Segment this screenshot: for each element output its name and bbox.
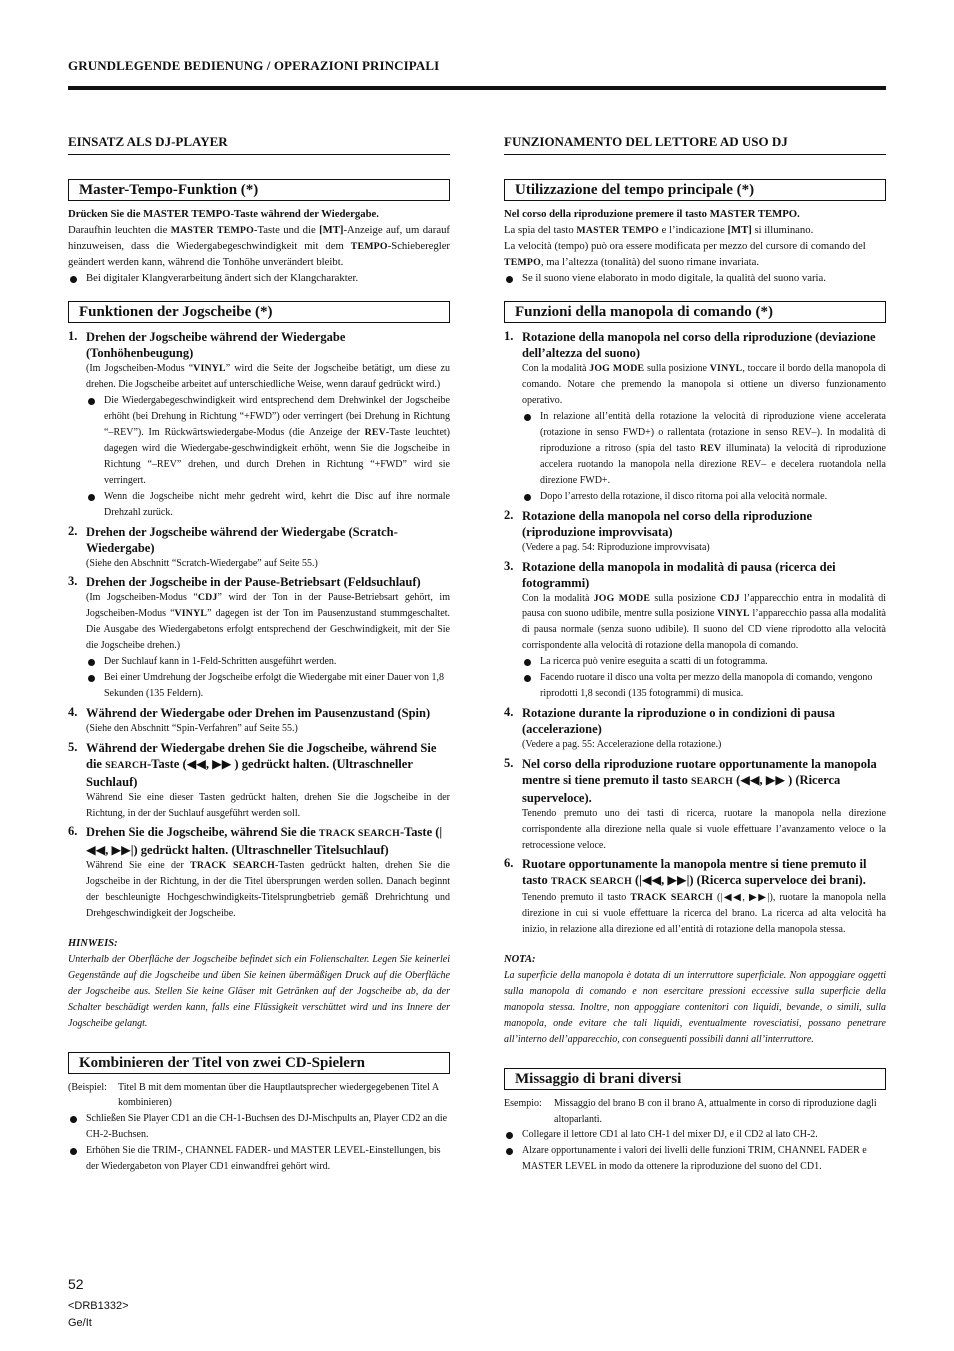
jog-item-3: 3. Drehen der Jogscheibe in der Pause-Betriebsart (Feldsuchlauf) (Im Jogscheiben-Modus “CDJ” wird der Ton in der Pause-Betriebsart gehört, im Jogscheiben-Modus “VINYL” dagegen ist der Ton im Pausenzustand stummgeschaltet. Die Ausgabe des Wiedergabetons erfolgt entsprechend der Geschwindigkeit, mit der Sie die Jogscheibe drehen.) Der Suchlauf kann in 1-Feld-Schritten ausgeführt werden. Bei einer Umdrehung der Jogscheibe erfolgt die Wiedergabe mit einer Dauer von 1,8 Sekunden (135 Feldern). [68, 574, 450, 701]
list-item: La ricerca può venire eseguita a scatti di un fotogramma. [522, 654, 886, 670]
jog-heading: Funktionen der Jogscheibe (*) [68, 301, 450, 323]
jog-item-6: 6. Ruotare opportunamente la manopola mentre si tiene premuto il tasto TRACK SEARCH (|◀◀, ▶▶|) (Ricerca superveloce dei brani). Tenendo premuto il tasto TRACK SEARCH (|◀◀, ▶▶|), ruotare la manopola nella direzione in cui si vuole effettuare la ricerca del brano. La ricerca ad alta velocità ha inizio, in relazione alla direzione ed all’entità di rotazione della manopola stessa. [504, 856, 886, 936]
list-item: Erhöhen Sie die TRIM-, CHANNEL FADER- und MASTER LEVEL-Einstellungen, bis der Wiedergabeton von Player CD1 einwandfrei gehört wird. [68, 1143, 450, 1175]
jog-item-5: 5. Nel corso della riproduzione ruotare opportunamente la manopola mentre si tiene premuto il tasto SEARCH (◀◀, ▶▶ ) (Ricerca superveloce). Tenendo premuto uno dei tasti di ricerca, ruotare la manopola nella direzione corrispondente alla direzione nella quale si vuole effettuare l’avanzamento veloce o la retrocessione veloce. [504, 755, 886, 851]
example: (Beispiel: Titel B mit dem momentan über die Hauptlautsprecher wiedergegebenen Titel A kombinieren) [68, 1081, 439, 1109]
section-title: FUNZIONAMENTO DEL LETTORE AD USO DJ [504, 134, 886, 155]
list-item: Schließen Sie Player CD1 an die CH-1-Buchsen des DJ-Mischpults an, Player CD2 an die CH-2-Buchsen. [68, 1111, 450, 1143]
master-tempo-heading: Master-Tempo-Funktion (*) [68, 179, 450, 201]
combine-heading: Missaggio di brani diversi [504, 1068, 886, 1090]
jog-item-2: 2. Rotazione della manopola nel corso della riproduzione (riproduzione improvvisata) (Vedere a pag. 54: Riproduzione improvvisata) [504, 507, 813, 553]
master-tempo-text: La spia del tasto MASTER TEMPO e l’indicazione [MT] si illuminano. [504, 223, 814, 236]
jog-heading: Funzioni della manopola di comando (*) [504, 301, 886, 323]
jog-item-4: 4. Rotazione durante la riproduzione o in condizioni di pausa (accelerazione) (Vedere a pag. 55: Accelerazione della rotazione.) [504, 704, 836, 750]
german-column [68, 134, 450, 1175]
master-tempo-heading: Utilizzazione del tempo principale (*) [504, 179, 886, 201]
list-item: In relazione all’entità della rotazione la velocità di riproduzione viene accelerata (rotazione in senso FWD+) o rallentata (rotazione in senso REV–). In modalità di riproduzione a ritroso (spia del tasto REV illuminata) la velocità di riproduzione accelera ruotando la manopola nella direzione REV– e decelera ruotandola nella direzione FWD+. [522, 409, 886, 489]
example: Esempio: Missaggio del brano B con il brano A, attualmente in corso di riproduzione dagli altoparlanti. [504, 1097, 877, 1125]
combine-heading: Kombinieren der Titel von zwei CD-Spielern [68, 1052, 450, 1074]
jog-item-1: 1. Rotazione della manopola nel corso della riproduzione (deviazione dell’altezza del suono) Con la modalità JOG MODE sulla posizione VINYL, toccare il bordo della manopola di comando. Notare che premendo la manopola si ottiene un diverso funzionamento operativo. In relazione all’entità della rotazione la velocità di riproduzione viene accelerata (rotazione in senso FWD+) o rallentata (rotazione in senso REV–). In modalità di riproduzione a ritroso (spia del tasto REV illuminata) la velocità di riproduzione accelera ruotando la manopola nella direzione REV– e decelera ruotandola nella direzione FWD+. Dopo l’arresto della rotazione, il disco ritorna poi alla velocità normale. [504, 329, 886, 504]
jog-item-1: 1. Drehen der Jogscheibe während der Wiedergabe (Tonhöhenbeugung) (Im Jogscheiben-Modus “VINYL” wird die Seite der Jogscheibe betätigt, um diese zu drehen. Die Jogscheibe arbeitet auf unterschiedliche Weise, wenn darauf gedrückt wird.) Die Wiedergabegeschwindigkeit wird entsprechend dem Drehwinkel der Jogscheibe erhöht (bei Drehung in Richtung “+FWD”) oder verringert (bei Drehung in Richtung “–REV”). Im Rückwärtswiedergabe-Modus (die Anzeige der REV-Taste leuchtet) dagegen wird die Wiedergabe-geschwindigkeit erhöht, wenn Sie die Jogscheibe in Richtung “–REV” drehen, und durch Drehen in Richtung “+FWD” wird sie verringert. Wenn die Jogscheibe nicht mehr gedreht wird, kehrt die Disc auf ihre normale Drehzahl zurück. [68, 329, 450, 520]
list-item: Collegare il lettore CD1 al lato CH-1 del mixer DJ, e il CD2 al lato CH-2. [504, 1127, 886, 1143]
jog-item-6: 6. Drehen Sie die Jogscheibe, während Sie die TRACK SEARCH-Taste (|◀◀, ▶▶|) gedrückt halten. (Ultraschneller Titelsuchlauf) Während Sie eine der TRACK SEARCH-Tasten gedrückt halten, drehen Sie die Jogscheibe in der Richtung, in der die Titel übersprungen werden sollen. Danach beginnt der beschleunigte Hochgeschwindigkeits-Titelsprungbetrieb gemäß Drehrichtung und Drehgeschwindigkeit der Jogscheibe. [68, 824, 450, 920]
jog-item-3: 3. Rotazione della manopola in modalità di pausa (ricerca dei fotogrammi) Con la modalità JOG MODE sulla posizione CDJ l’apparecchio entra in modalità di pausa con suono udibile, mentre sulla posizione VINYL l’apparecchio passa alla modalità di pausa normale (senza suono udibile). Il suono del CD viene riprodotto alla velocità corrispondente alla velocità di rotazione della manopola di comando. La ricerca può venire eseguita a scatti di un fotogramma. Facendo ruotare il disco una volta per mezzo della manopola di comando, vengono riprodotti 1,8 secondi (135 fotogrammi) di musica. [504, 559, 886, 702]
master-tempo-bullet: Se il suono viene elaborato in modo digitale, la qualità del suono varia. [504, 271, 886, 287]
note-text: Unterhalb der Oberfläche der Jogscheibe befindet sich ein Folienschalter. Legen Sie keinerlei Gegenstände auf die Jogscheibe und üben Sie keinen übermäßigen Druck auf die Oberfläche der Jogscheibe aus. Stellen Sie keine Gläser mit Getränken auf der Jogscheibe ab, da der Schalter beschädigt werden kann, falls eine Flüssigkeit verschüttet wird und ins Innere der Jogscheibe gelangt. [68, 954, 450, 1029]
note-heading: NOTA: [504, 954, 536, 966]
list-item: Facendo ruotare il disco una volta per mezzo della manopola di comando, vengono riprodotti 1,8 secondi (135 fotogrammi) di musica. [522, 670, 886, 702]
jog-item-5: 5. Während der Wiedergabe drehen Sie die Jogscheibe, während Sie die SEARCH-Taste (◀◀, ▶▶ ) gedrückt halten. (Ultraschneller Suchlauf) Während Sie eine dieser Tasten gedrückt halten, drehen Sie die Jogscheibe in der Richtung, in der der Suchlauf ausgeführt werden soll. [68, 739, 450, 819]
master-tempo-bullet: Bei digitaler Klangverarbeitung ändert sich der Klangcharakter. [68, 271, 450, 287]
master-tempo-text: Daraufhin leuchten die MASTER TEMPO-Taste und die [MT]-Anzeige auf, um darauf hinzuweisen, dass die Wiedergabegeschwindigkeit mit dem TEMPO-Schieberegler geändert werden kann, während die Tonhöhe unverändert bleibt. [68, 223, 450, 268]
page-number: 52 [68, 1276, 84, 1292]
italian-column [504, 134, 886, 1175]
list-item: Der Suchlauf kann in 1-Feld-Schritten ausgeführt werden. [86, 654, 450, 670]
document-code: <DRB1332> [68, 1300, 129, 1312]
list-item: Alzare opportunamente i valori dei livelli delle funzioni TRIM, CHANNEL FADER e MASTER LEVEL in modo da ottenere la riproduzione del suono del CD1. [504, 1143, 886, 1175]
note-text: La superficie della manopola è dotata di un interruttore superficiale. Non appoggiare oggetti sulla manopola di comando e non esercitare pressioni eccessive sulla superficie della manopola stessa. Inoltre, non appoggiare contenitori con liquidi, bevande, o simili, sulla manopola, onde evitare che tali liquidi, eventualmente rovesciatisi, possano penetrare all’interno dell’apparecchio, con conseguenti possibili danni all’interruttore. [504, 970, 886, 1045]
master-tempo-text-2: La velocità (tempo) può ora essere modificata per mezzo del cursore di comando del TEMPO, ma l’altezza (tonalità) del suono rimane invariata. [504, 239, 866, 268]
jog-item-2: 2. Drehen der Jogscheibe während der Wiedergabe (Scratch-Wiedergabe) (Siehe den Abschnitt “Scratch-Wiedergabe” auf Seite 55.) [68, 523, 398, 569]
list-item: Bei einer Umdrehung der Jogscheibe erfolgt die Wiedergabe mit einer Dauer von 1,8 Sekunden (135 Feldern). [86, 670, 450, 702]
master-tempo-lead: Drücken Sie die MASTER TEMPO-Taste während der Wiedergabe. [68, 207, 379, 220]
header-rule [68, 86, 886, 90]
list-item: Wenn die Jogscheibe nicht mehr gedreht wird, kehrt die Disc auf ihre normale Drehzahl zurück. [86, 489, 450, 521]
jog-item-4: 4. Während der Wiedergabe oder Drehen im Pausenzustand (Spin) (Siehe den Abschnitt “Spin-Verfahren” auf Seite 55.) [68, 704, 431, 734]
section-title: EINSATZ ALS DJ-PLAYER [68, 134, 450, 155]
language-code: Ge/It [68, 1317, 92, 1329]
list-item: Die Wiedergabegeschwindigkeit wird entsprechend dem Drehwinkel der Jogscheibe erhöht (bei Drehung in Richtung “+FWD”) oder verringert (bei Drehung in Richtung “–REV”). Im Rückwärtswiedergabe-Modus (die Anzeige der REV-Taste leuchtet) dagegen wird die Wiedergabe-geschwindigkeit erhöht, wenn Sie die Jogscheibe in Richtung “–REV” drehen, und durch Drehen in Richtung “+FWD” wird sie verringert. [86, 393, 450, 488]
page-header: GRUNDLEGENDE BEDIENUNG / OPERAZIONI PRINCIPALI [68, 58, 440, 73]
note-heading: HINWEIS: [68, 938, 118, 950]
list-item: Dopo l’arresto della rotazione, il disco ritorna poi alla velocità normale. [522, 489, 886, 505]
master-tempo-lead: Nel corso della riproduzione premere il tasto MASTER TEMPO. [504, 207, 800, 220]
